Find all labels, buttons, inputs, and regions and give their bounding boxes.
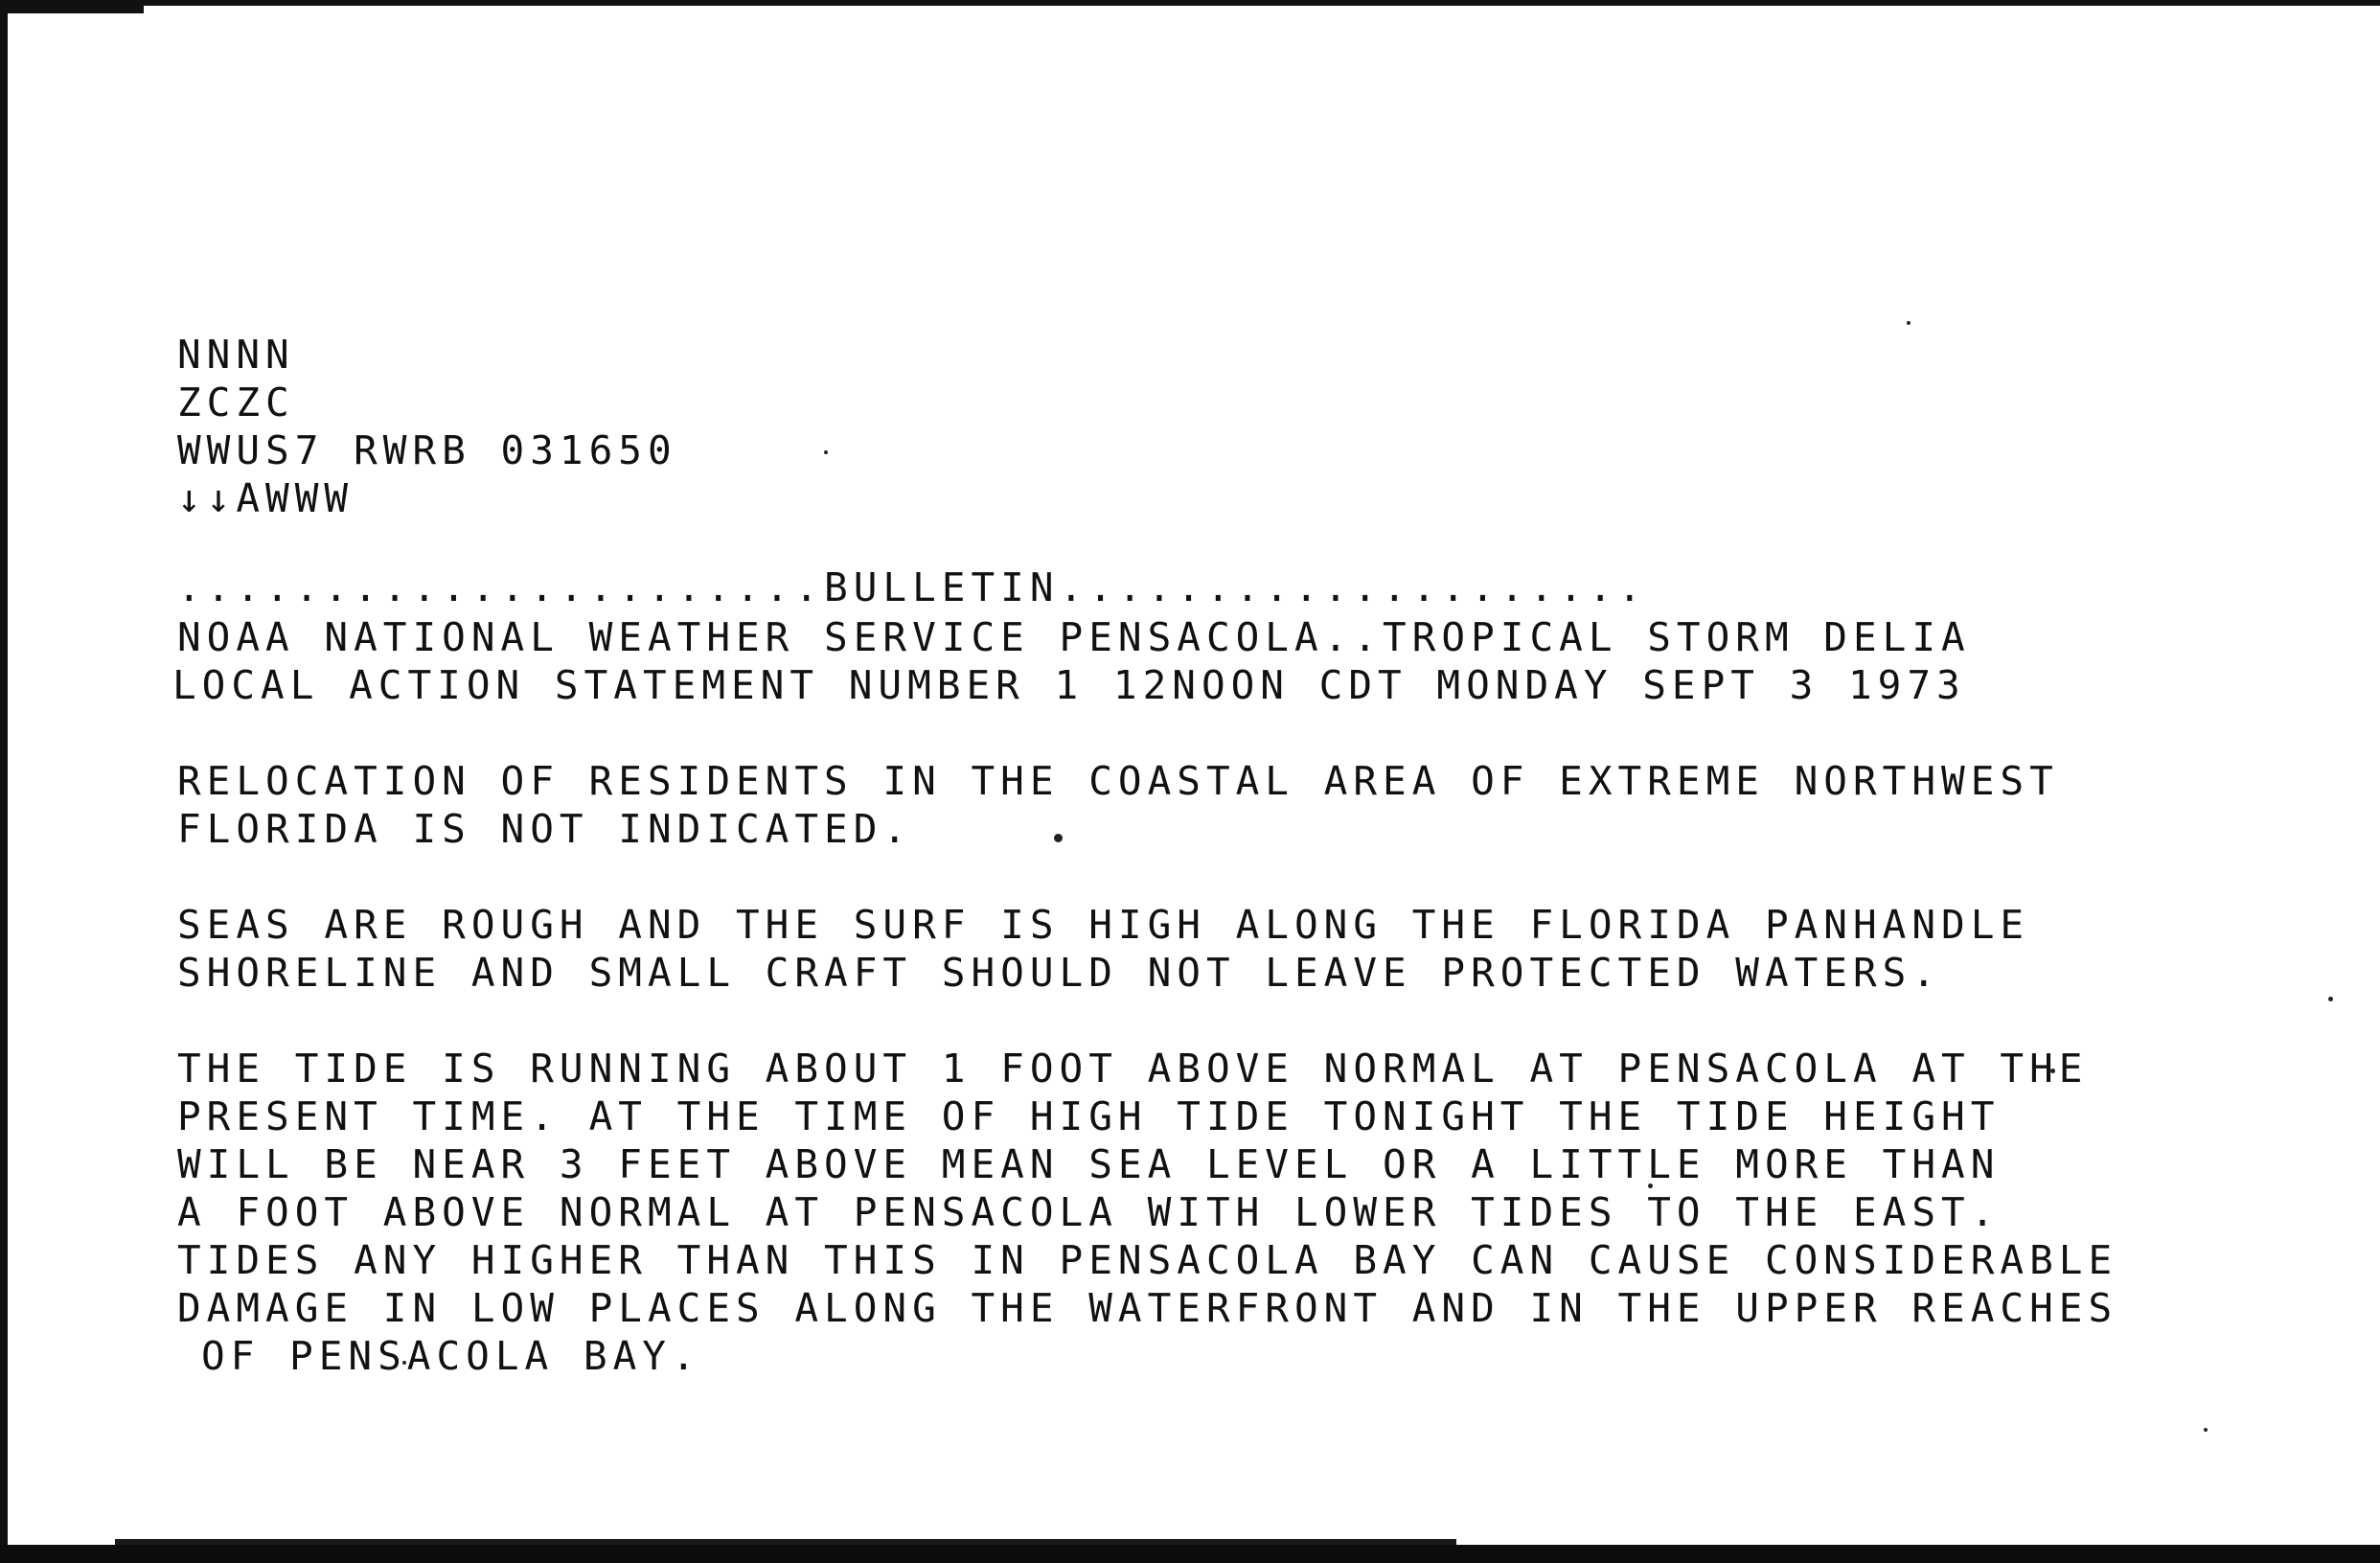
paragraph-1-line-1: RELOCATION OF RESIDENTS IN THE COASTAL AREA OF EXTREME NORTHWEST	[177, 758, 2059, 804]
title-line-2: LOCAL ACTION STATEMENT NUMBER 1 12NOON CDT MONDAY SEPT 3 1973	[172, 662, 1966, 708]
bulletin-heading: ......................BULLETIN....................	[177, 564, 1648, 610]
paragraph-2-line-2: SHORELINE AND SMALL CRAFT SHOULD NOT LEAVE PROTECTED WATERS.	[177, 950, 1942, 996]
title-line-1: NOAA NATIONAL WEATHER SERVICE PENSACOLA..TROPICAL STORM DELIA	[177, 614, 1971, 660]
header-line-3: WWUS7 RWRB 031650	[177, 427, 677, 473]
paragraph-3-line-6: DAMAGE IN LOW PLACES ALONG THE WATERFRONT AND IN THE UPPER REACHES	[177, 1285, 2118, 1331]
scan-bottom-edge	[0, 1545, 2380, 1563]
scan-speck	[1907, 321, 1911, 325]
scan-speck	[2328, 997, 2333, 1001]
scan-speck	[1054, 834, 1063, 842]
paragraph-1-line-2: FLORIDA IS NOT INDICATED.	[177, 806, 913, 852]
header-line-4: ↓↓AWWW	[177, 475, 355, 521]
scan-speck	[824, 450, 828, 454]
scan-speck	[2204, 1428, 2208, 1432]
paragraph-3-line-2: PRESENT TIME. AT THE TIME OF HIGH TIDE TONIGHT THE TIDE HEIGHT	[177, 1093, 2001, 1139]
paragraph-2-line-1: SEAS ARE ROUGH AND THE SURF IS HIGH ALONG THE FLORIDA PANHANDLE	[177, 902, 2030, 948]
paragraph-3-line-3: WILL BE NEAR 3 FEET ABOVE MEAN SEA LEVEL OR A LITTLE MORE THAN	[177, 1141, 2001, 1187]
paragraph-3-line-4: A FOOT ABOVE NORMAL AT PENSACOLA WITH LOWER TIDES TO THE EAST.	[177, 1189, 2001, 1235]
header-line-2: ZCZC	[177, 379, 295, 425]
paragraph-3-line-1: THE TIDE IS RUNNING ABOUT 1 FOOT ABOVE NORMAL AT PENSACOLA AT THE	[177, 1046, 2089, 1092]
paragraph-3-line-5: TIDES ANY HIGHER THAN THIS IN PENSACOLA BAY CAN CAUSE CONSIDERABLE	[177, 1237, 2118, 1283]
scan-top-edge	[0, 0, 2380, 6]
paragraph-3-line-7: OF PENSACOLA BAY.	[201, 1333, 701, 1379]
header-line-1: NNNN	[177, 332, 295, 378]
